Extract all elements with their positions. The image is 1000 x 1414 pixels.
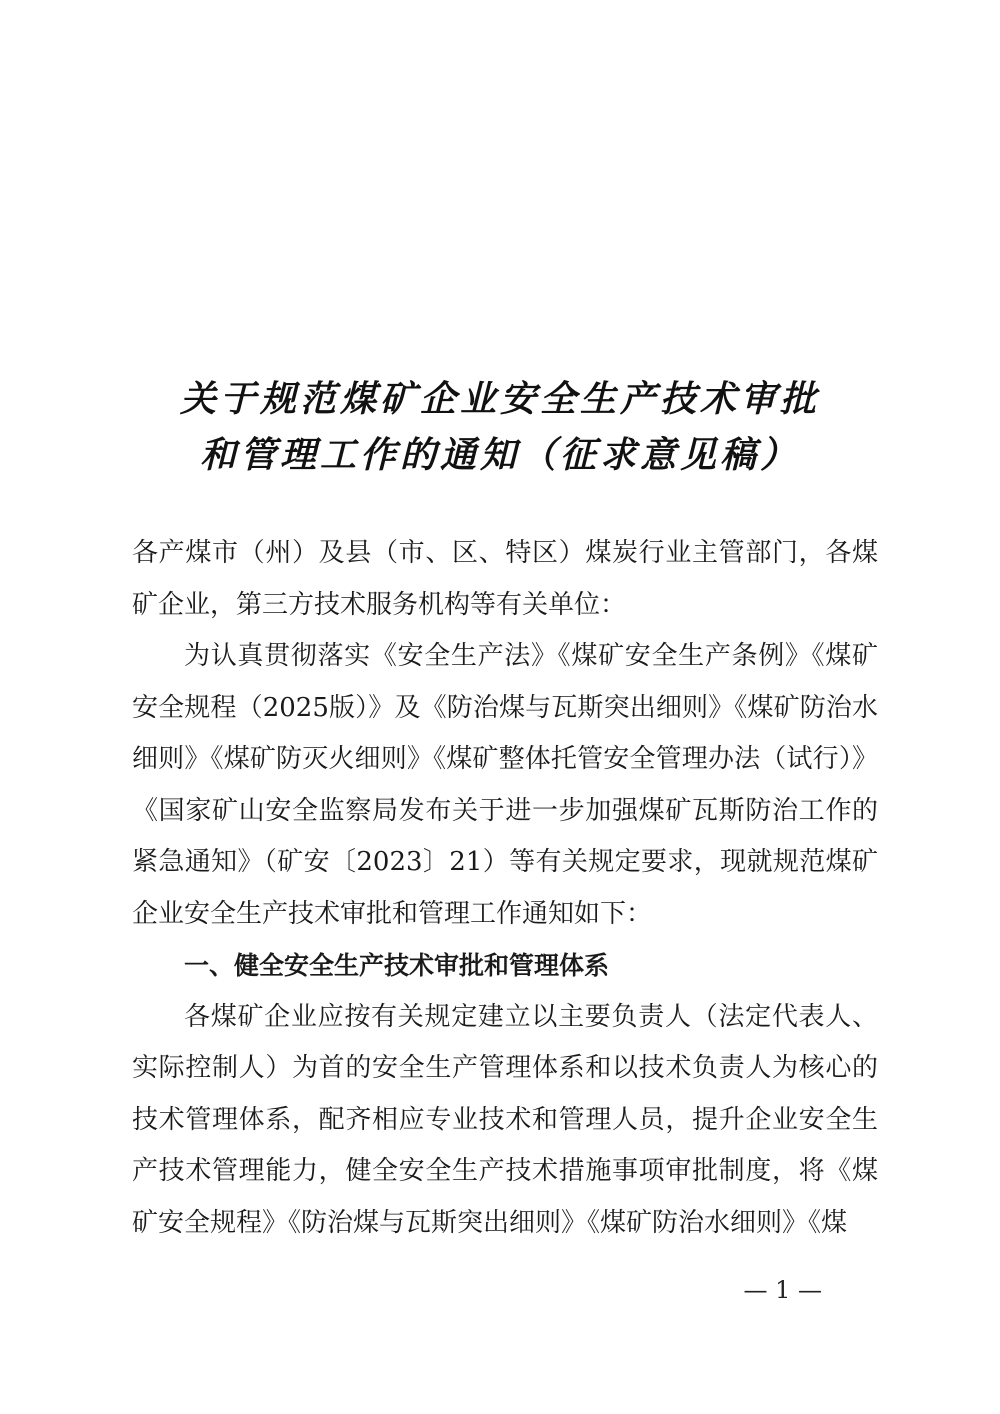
document-title (0, 372, 1000, 484)
page-number: — 1 — (743, 1276, 822, 1304)
title-line-1: 关于规范煤矿企业安全生产技术审批 (179, 379, 820, 420)
addressee-paragraph: 各产煤市（州）及县（市、区、特区）煤炭行业主管部门，各煤矿企业，第三方技术服务机构等有关单位： (132, 538, 878, 620)
document-body (132, 528, 878, 1249)
intro-paragraph: 为认真贯彻落实《安全生产法》《煤矿安全生产条例》《煤矿安全规程（2025版）》及《防治煤与瓦斯突出细则》《煤矿防治水细则》《煤矿防灭火细则》《煤矿整体托管安全管理办法（试行）》《国家矿山安全监察局发布关于进一步加强煤矿瓦斯防治工作的紧急通知》（矿安〔2023〕21）等有关规定要求，现就规范煤矿企业安全生产技术审批和管理工作通知如下： (132, 641, 878, 929)
section-heading: 一、健全安全生产技术审批和管理体系 (184, 951, 610, 980)
title-line-2: 和管理工作的通知（征求意见稿） (199, 435, 800, 476)
section-paragraph: 各煤矿企业应按有关规定建立以主要负责人（法定代表人、实际控制人）为首的安全生产管理体系和以技术负责人为核心的技术管理体系，配齐相应专业技术和管理人员，提升企业安全生产技术管理能力，健全安全生产技术措施事项审批制度，将《煤矿安全规程》《防治煤与瓦斯突出细则》《煤矿防治水细则》《煤 (132, 1001, 878, 1238)
